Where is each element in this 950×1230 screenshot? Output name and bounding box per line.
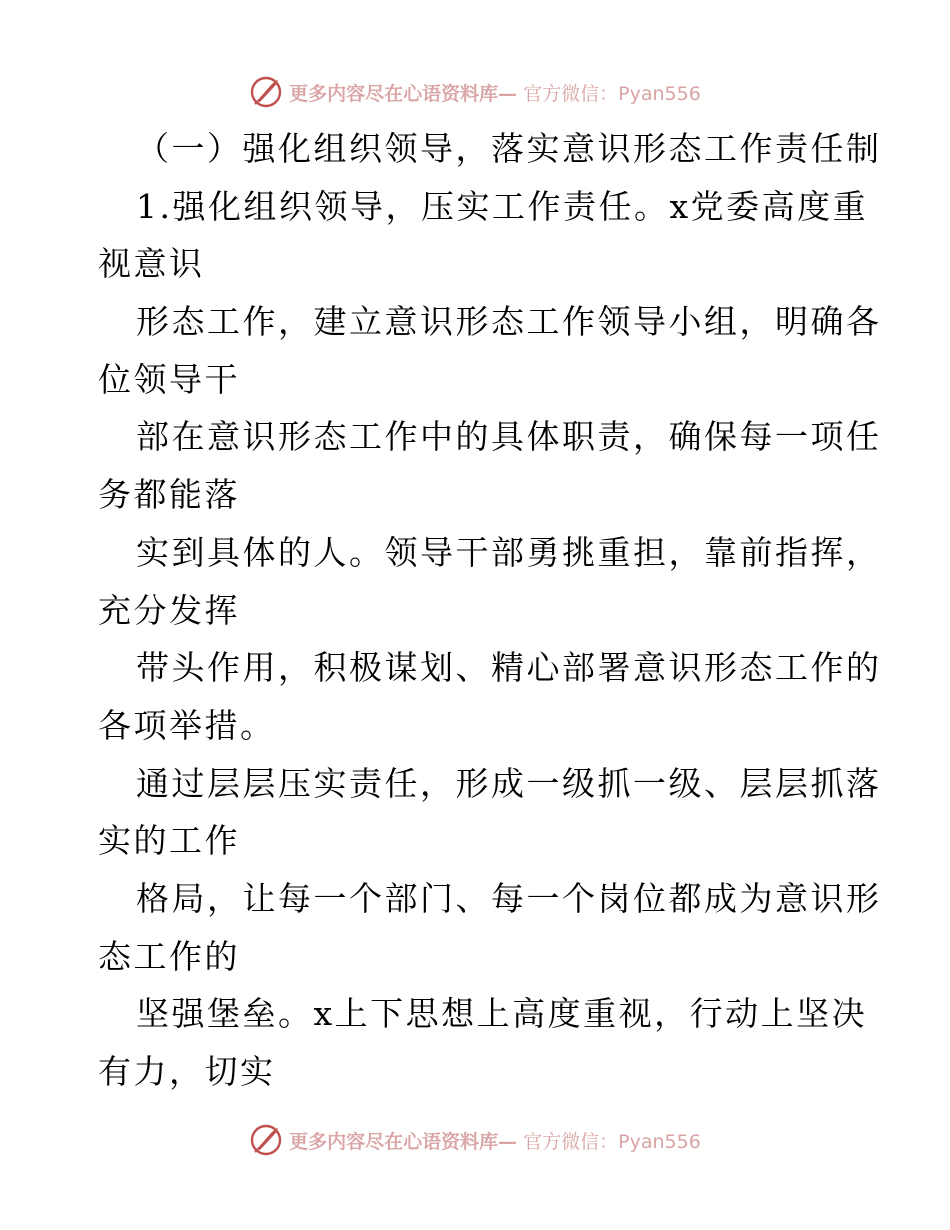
text-line: 1.强化组织领导，压实工作责任。x党委高度重 (136, 186, 869, 226)
text-line: 有力，切实 (98, 1052, 276, 1091)
text-line: 形态工作，建立意识形态工作领导小组，明确各 (136, 302, 882, 342)
text-line: 通过层层压实责任，形成一级抓一级、层层抓落 (136, 763, 882, 803)
text-line: 务都能落 (98, 475, 240, 515)
text-line: 格局，让每一个部门、每一个岗位都成为意识形 (136, 878, 882, 918)
document-body (98, 120, 882, 1101)
quill-pen-circle-icon (249, 75, 283, 109)
text-line: 各项举措。 (98, 705, 276, 745)
text-line: 充分发挥 (98, 590, 240, 630)
text-line: 部在意识形态工作中的具体职责，确保每一项任 (136, 417, 882, 457)
text-line: 实到具体的人。领导干部勇挑重担，靠前指挥， (136, 532, 882, 572)
watermark-text: 更多内容尽在心语资料库— (289, 1130, 518, 1153)
watermark-wechat: 官方微信：Pyan556 (523, 1130, 701, 1153)
text-line: 视意识 (98, 244, 205, 284)
text-line: 坚强堡垒。x上下思想上高度重视，行动上坚决 (136, 994, 868, 1034)
watermark-header (0, 72, 950, 112)
heading-line: （一）强化组织领导，落实意识形态工作责任制 (136, 129, 882, 168)
watermark-text: 更多内容尽在心语资料库— (289, 82, 518, 105)
text-line: 带头作用，积极谋划、精心部署意识形态工作的 (136, 648, 882, 688)
text-line: 位领导干 (98, 359, 240, 399)
text-line: 实的工作 (98, 821, 240, 861)
watermark-footer (0, 1120, 950, 1160)
text-line: 态工作的 (98, 936, 240, 976)
watermark-wechat: 官方微信：Pyan556 (523, 82, 701, 105)
quill-pen-circle-icon (249, 1123, 283, 1157)
